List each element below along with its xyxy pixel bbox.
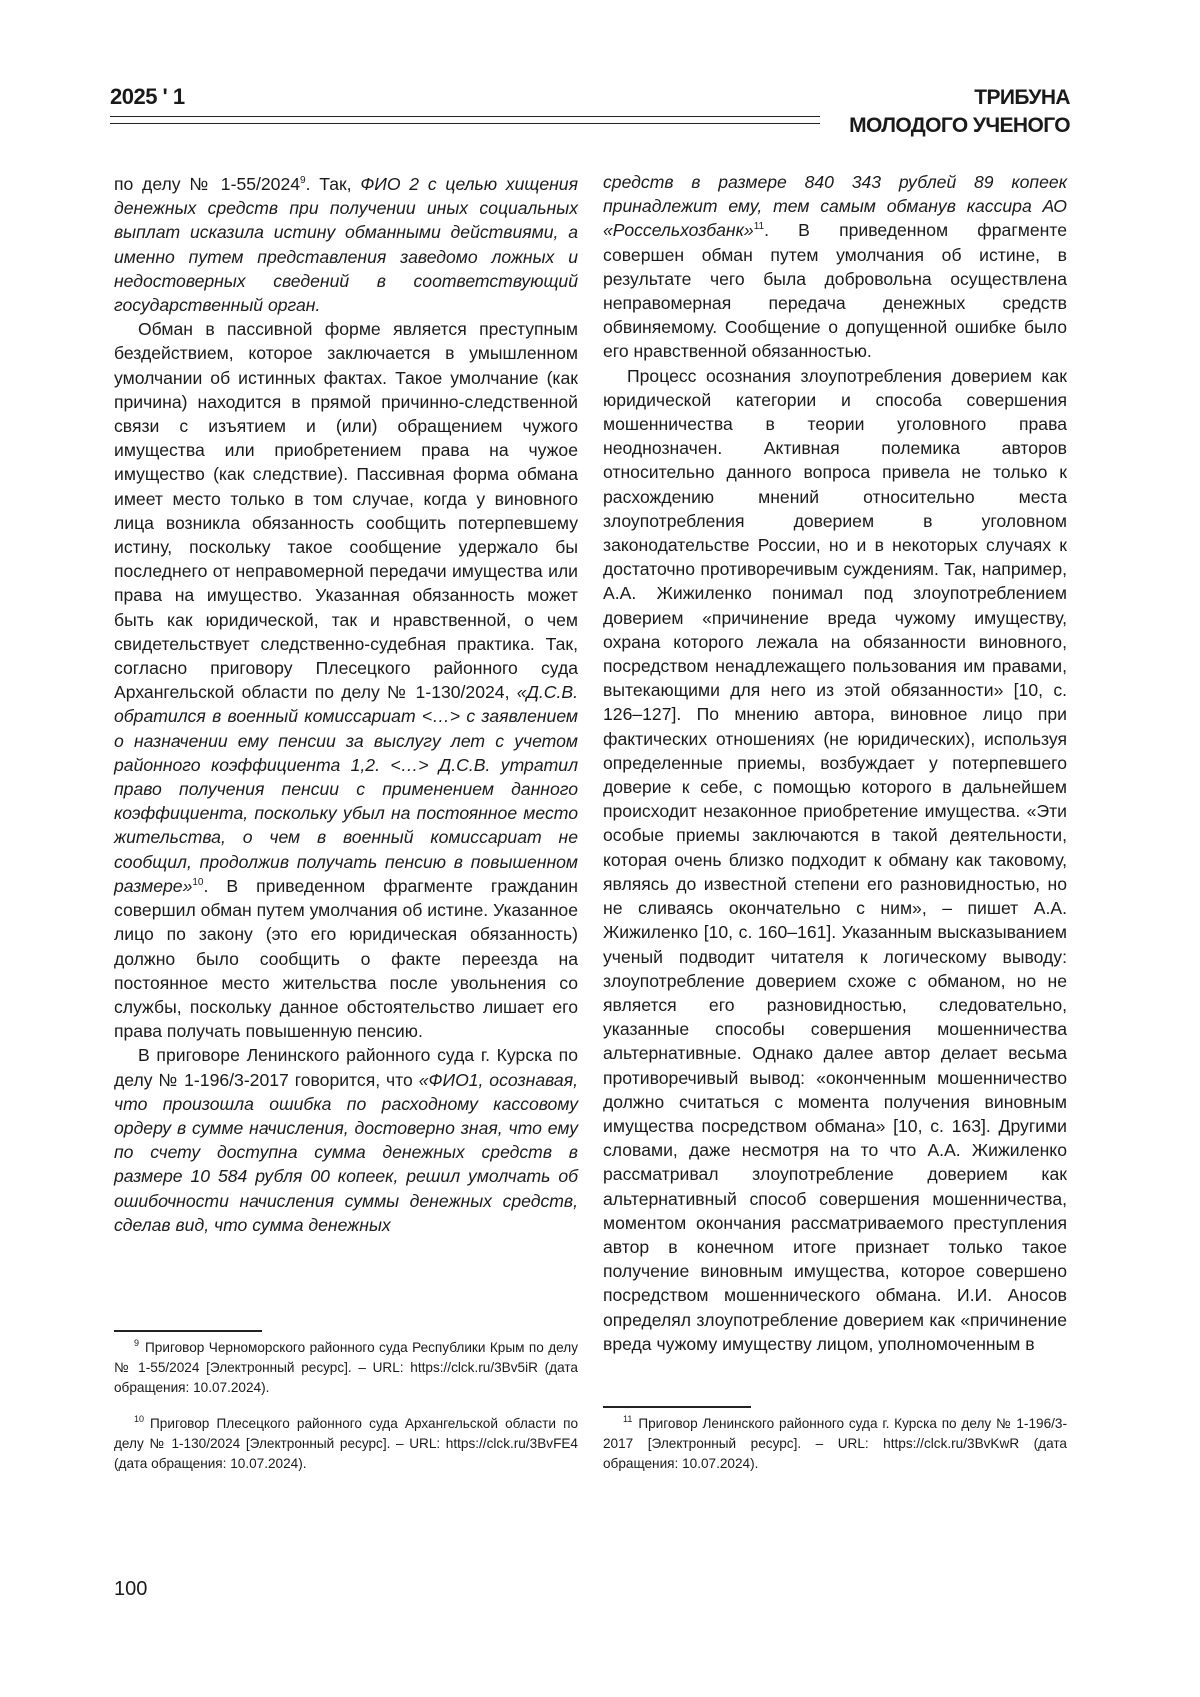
paragraph: Обман в пассивной форме является преступным бездействием, которое заключается в умышленном умолчании об истинных фактах. Такое умолчание (как причина) находится в прямой причинно-следственной связи с изъятием и (или) обращением чужого имущества или приобретением права на чужое имущество (как следствие). Пассивная форма обмана имеет место только в том случае, когда у виновного лица возникла обязанность сообщить потерпевшему истину, поскольку такое сообщение удержало бы последнего от неправомерной передачи имущества или права на имущество. Указанная обязанность может быть как юридической, так и нравственной, о чем свидетельствует следственно-судебная практика. Так, согласно приговору Плесецкого районного суда Архангельской области по делу № 1-130/2024, «Д.С.В. обратился в военный комиссариат <…> с заявлением о назначении ему пенсии за выслугу лет с учетом районного коэффициента 1,2. <…> Д.С.В. утратил право получения пенсии с применением данного коэффициента, поскольку убыл на постоянное место жительства, о чем в военный комиссариат не сообщил, продолжив получать пенсию в повышенном размере»$^{10}$. В приведенном фрагменте гражданин совершил обман путем умолчания об истине. Указанное лицо по закону (это его юридическая обязанность) должно было сообщить о факте переезда на постоянное место жительства после увольнения со службы, поскольку данное обстоятельство лишает его права получать повышенную пенсию. <box>114 319 578 1042</box>
journal-title-line2: МОЛОДОГО УЧЕНОГО <box>849 114 1070 137</box>
footnote-ref: 9 <box>300 175 306 187</box>
journal-title-line1: ТРИБУНА <box>974 86 1070 109</box>
left-column <box>114 172 578 1237</box>
footnote-ref: 11 <box>753 221 765 233</box>
footnote-10: $^{10}$ Приговор Плесецкого районного суда Архангельской области по делу № 1-130/2024 [Электронный ресурс]. – URL: https://clck.ru/3BvFE4 (дата обращения: 10.07.2024). <box>114 1414 578 1471</box>
footnote-ref: 10 <box>192 877 204 889</box>
paragraph: В приговоре Ленинского районного суда г. Курска по делу № 1-196/3-2017 говорится, что «ФИО1, осознавая, что произошла ошибка по расходному кассовому ордеру в сумме начисления, достоверно зная, что ему по счету доступна сумма денежных средств в размере 10 584 рубля 00 копеек, решил умолчать об ошибочности начисления суммы денежных средств, сделав вид, что сумма денежных <box>114 1045 578 1235</box>
footnote-11: $^{11}$ Приговор Ленинского районного суда г. Курска по делу № 1-196/3-2017 [Электронный ресурс]. – URL: https://clck.ru/3BvKwR (дата обращения: 10.07.2024). <box>603 1414 1067 1471</box>
journal-title <box>849 84 1070 140</box>
footnote-9: $^9$ Приговор Черноморского районного суда Республики Крым по делу № 1-55/2024 [Электронный ресурс]. – URL: https://clck.ru/3Bv5iR (дата обращения: 10.07.2024). <box>114 1338 578 1395</box>
paragraph: средств в размере 840 343 рублей 89 копеек принадлежит ему, тем самым обманув кассира АО «Россельхозбанк»$^{11}$. В приведенном фрагменте совершен обман путем умолчания об истине, в результате чего была добровольна осуществлена неправомерная передача денежных средств обвиняемому. Сообщение о допущенной ошибке было его нравственной обязанностью. <box>603 172 1067 362</box>
right-column <box>603 170 1067 1356</box>
header-rule-top <box>110 116 820 117</box>
header-rule-bottom <box>110 123 820 124</box>
quote: «Д.С.В. обратился в военный комиссариат <…> с заявлением о назначении ему пенсии за выслугу лет с учетом районного коэффициента 1,2. <…> Д.С.В. утратил право получения пенсии с применением данного коэффициента, поскольку убыл на постоянное место жительства, о чем в военный комиссариат не сообщил, продолжив получать пенсию в повышенном размере» <box>114 682 578 896</box>
footnote-rule-right <box>603 1406 751 1408</box>
journal-issue: 2025 ' 1 <box>110 84 185 109</box>
quote: «ФИО1, осознавая, что произошла ошибка по расходному кассовому ордеру в сумме начисления, достоверно зная, что ему по счету доступна сумма денежных средств в размере 10 584 рубля 00 копеек, решил умолчать об ошибочности начисления суммы денежных средств, сделав вид, что сумма денежных <box>114 1069 578 1235</box>
quote: средств в размере 840 343 рублей 89 копеек принадлежит ему, тем самым обманув кассира АО «Россельхозбанк» <box>603 172 1067 241</box>
paragraph: Процесс осознания злоупотребления доверием как юридической категории и способа совершения мошенничества в теории уголовного права неоднозначен. Активная полемика авторов относительно данного вопроса привела не только к расхождению мнений относительно места злоупотребления доверием в уголовном законодательстве России, но и в некоторых случаях к достаточно противоречивым суждениям. Так, например, А.А. Жижиленко понимал под злоупотреблением доверием «причинение вреда чужому имуществу, охрана которого лежала на обязанности виновного, посредством ненадлежащего пользования им правами, вытекающими для него из этой обязанности» [10, с. 126–127]. По мнению автора, виновное лицо при фактических отношениях (не юридических), используя определенные приемы, возбуждает у потерпевшего доверие к себе, с помощью которого в дальнейшем происходит незаконное приобретение имущества. «Эти особые приемы заключаются в такой деятельности, которая очень близко подходит к обману как таковому, являясь до известной степени его разновидностью, но не сливаясь окончательно с ним», – пишет А.А. Жижиленко [10, с. 160–161]. Указанным высказыванием ученый подводит читателя к логическому выводу: злоупотребление доверием схоже с обманом, но не является его разновидностью, следовательно, указанные способы совершения мошенничества альтернативные. Однако далее автор делает весьма противоречивый вывод: «оконченным мошенничество должно считаться с момента получения виновным имущества посредством обмана» [10, с. 163]. Другими словами, даже несмотря на то что А.А. Жижиленко рассматривал злоупотребление доверием как альтернативный способ совершения мошенничества, моментом окончания рассматриваемого преступления автор в конечном итоге признает только такое получение виновным имущества, которое совершено посредством мошеннического обмана. И.И. Аносов определял злоупотребление доверием как «причинение вреда чужому имуществу лицом, уполномоченным в <box>603 365 1067 1354</box>
paragraph: по делу № 1-55/2024$^9$. Так, ФИО 2 с целью хищения денежных средств при получении иных социальных выплат исказила истину обманными действиями, а именно путем представления заведомо ложных и недостоверных сведений в соответствующий государственный орган. <box>114 174 578 316</box>
quote: ФИО 2 с целью хищения денежных средств при получении иных социальных выплат исказила истину обманными действиями, а именно путем представления заведомо ложных и недостоверных сведений в соответствующий государственный орган. <box>114 174 578 316</box>
footnote-rule-left <box>114 1330 262 1332</box>
page-number: 100 <box>114 1578 148 1600</box>
